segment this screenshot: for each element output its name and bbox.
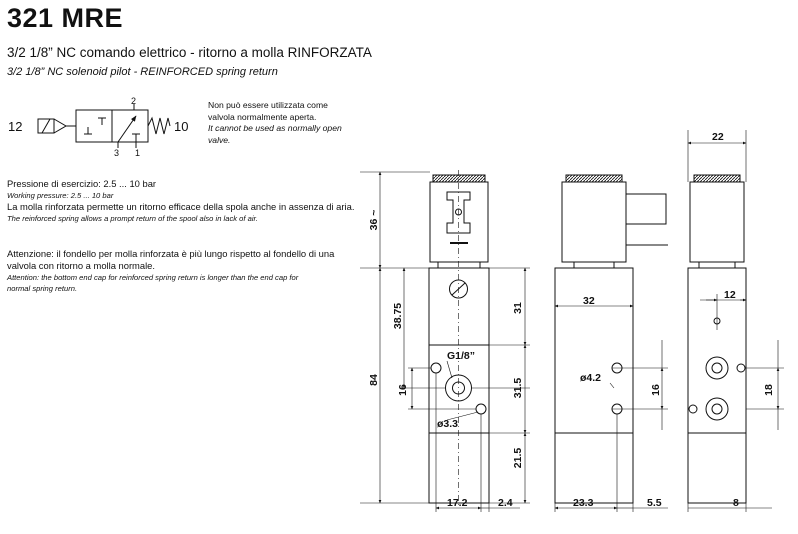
- endcap-en-line1: Attention: the bottom end cap for reinforced spring return is longer than the end cap for: [7, 273, 299, 282]
- endcap-it-line1: Attenzione: il fondello per molla rinforzata è più lungo rispetto al fondello di una: [7, 248, 335, 259]
- dim-21-5: 21.5: [512, 447, 524, 469]
- symbol-box-left: [76, 110, 112, 142]
- rear-port-bottom: [706, 398, 728, 420]
- port-2-label: 2: [131, 96, 137, 106]
- front-coil: [430, 182, 488, 262]
- pilot-triangle-icon: [54, 119, 66, 133]
- side-coil: [562, 182, 626, 262]
- port-3-label: 3: [114, 148, 120, 158]
- rear-port-top: [706, 357, 728, 379]
- valve-symbol: [38, 104, 170, 148]
- page-title: 321 MRE: [7, 3, 124, 33]
- port-10-label: 10: [174, 119, 189, 134]
- rear-coil: [690, 182, 744, 262]
- dim-16-front: 16: [397, 384, 409, 396]
- front-knurled-nut: [433, 175, 485, 182]
- dim-d4-2: ø4.2: [580, 372, 602, 384]
- symbol-box-right: [112, 110, 148, 142]
- spring-en: The reinforced spring allows a prompt return of the spool also in lack of air.: [7, 214, 258, 223]
- front-view: [429, 175, 489, 503]
- dim-32: 32: [583, 295, 595, 307]
- port-1-label: 1: [135, 148, 141, 158]
- dim-d3-3: ø3.3: [437, 418, 459, 430]
- front-neck: [438, 262, 480, 268]
- dim-16-side: 16: [650, 384, 662, 396]
- dim-12: 12: [724, 289, 736, 301]
- subtitle-english: 3/2 1/8” NC solenoid pilot - REINFORCED spring return: [7, 66, 278, 78]
- front-mount-hole-top: [431, 363, 441, 373]
- endcap-it-line2: valvola con ritorno a molla normale.: [7, 260, 155, 271]
- dim-8: 8: [733, 497, 739, 509]
- note-it-line1: Non può essere utilizzata come: [208, 100, 328, 110]
- front-endcap: [429, 433, 489, 503]
- dim-22: 22: [712, 131, 724, 143]
- rear-neck: [699, 262, 735, 268]
- dim-31: 31: [512, 302, 524, 314]
- side-connector: [626, 194, 666, 224]
- spring-it: La molla rinforzata permette un ritorno efficace della spola anche in assenza di aria.: [7, 201, 355, 212]
- rear-knurled-nut: [694, 175, 740, 182]
- rear-small-hole-2: [737, 364, 745, 372]
- dim-5-5: 5.5: [647, 497, 662, 509]
- dim-2-4: 2.4: [498, 497, 513, 509]
- note-it-line2: valvola normalmente aperta.: [208, 111, 317, 122]
- spring-icon: [148, 118, 170, 134]
- dim-38-75: 38.75: [392, 302, 404, 330]
- dim-g18: G1/8”: [447, 350, 476, 362]
- dim-18: 18: [763, 384, 775, 396]
- endcap-en-line2: normal spring return.: [7, 284, 78, 293]
- dim-31-5: 31.5: [512, 377, 524, 399]
- side-neck: [574, 262, 614, 268]
- pressure-en: Working pressure: 2.5 ... 10 bar: [7, 191, 114, 200]
- pressure-it: Pressione di esercizio: 2.5 ... 10 bar: [7, 178, 157, 189]
- front-mount-hole-bottom: [476, 404, 486, 414]
- note-en-line1: It cannot be used as normally open: [208, 123, 342, 134]
- side-knurled-nut: [566, 175, 622, 182]
- side-view: [555, 175, 668, 503]
- dim-17-2: 17.2: [447, 497, 468, 509]
- dim-23-3: 23.3: [573, 497, 594, 509]
- subtitle-italian: 3/2 1/8” NC comando elettrico - ritorno a molla RINFORZATA: [7, 45, 372, 60]
- note-en-line2: valve.: [208, 134, 231, 145]
- dim-36: 36 ~: [368, 209, 380, 231]
- dim-84: 84: [368, 374, 380, 386]
- rear-view: [688, 175, 746, 503]
- port-12-label: 12: [8, 119, 23, 134]
- rear-small-hole: [689, 405, 697, 413]
